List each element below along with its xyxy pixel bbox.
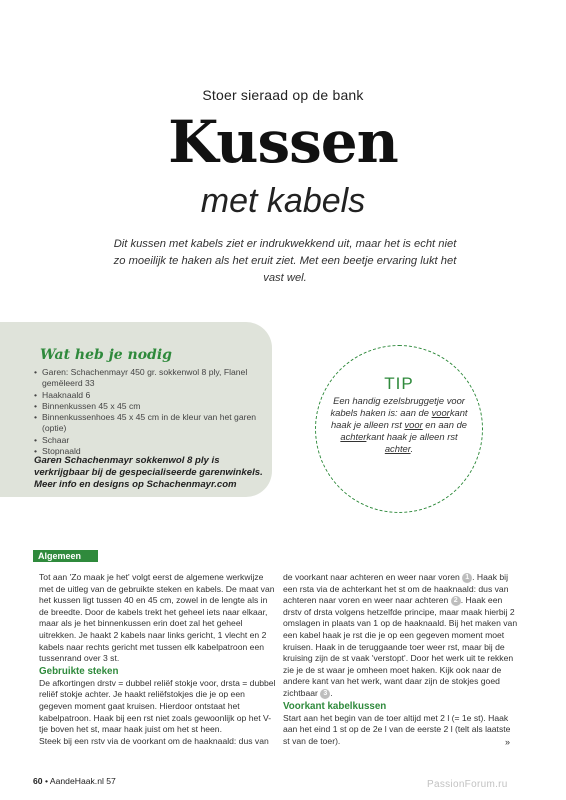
page-title: Kussen (168, 108, 398, 176)
page-footer: 60 • AandeHaak.nl 57 (33, 776, 116, 786)
materials-list (34, 367, 266, 457)
page-subtitle: met kabels (200, 182, 366, 220)
page-number: 60 (33, 776, 43, 786)
body-paragraph: Tot aan 'Zo maak je het' volgt eerst de algemene werkwijze met de uitleg van de gebruikte steken en kabels. De maat van het kussen ligt tussen 40 en 45 cm, zowel in de lengte als in de breedte. Door de kabels trekt het geheel iets naar elkaar, maar als je het binnenkussen erin doet zal het geheel uitrekken. Je haakt 2 kabels naar links gericht, 1 vlecht en 2 kabels naar rechts gericht met tussen elk kabelpatroon een tussenrand over 3 st. (39, 572, 275, 664)
body-paragraph: Steek bij een rstv via de voorkant om de haaknaald: dus van (39, 735, 269, 746)
step-badge: 1 (462, 573, 472, 583)
material-item: • Stopnaald (34, 446, 266, 457)
body-paragraph: De afkortingen drstv = dubbel reliëf stokje voor, drsta = dubbel reliëf stokje achter. Je haakt reliëfstokjes die je op een gegeven moment gaat kruisen. Hierdoor ontstaat het kabelpatroon. Haak bij een rst niet zoals gewoonlijk op het V-tje boven het st, maar haak juist om het st heen. (39, 677, 276, 735)
subheading-stitches: Gebruikte steken (39, 665, 119, 677)
step-badge: 2 (451, 596, 461, 606)
left-column (39, 572, 279, 747)
continue-arrow: » (505, 737, 511, 747)
body-paragraph: Start aan het begin van de toer altijd met 2 l (= 1e st). Haak aan het eind 1 st op de 2e l van de eerste 2 l (telt als laatste st van de toer). (283, 712, 511, 746)
intro-text: Dit kussen met kabels ziet er indrukwekkend uit, maar het is echt niet zo moeilijk te haken als het eruit ziet. Met een beetje ervaring lukt het vast wel. (113, 238, 457, 284)
kicker: Stoer sieraad op de bank (202, 87, 364, 103)
tip-heading: TIP (384, 374, 414, 393)
section-heading: Algemeen (33, 550, 98, 562)
subheading-front: Voorkant kabelkussen (283, 700, 387, 712)
magazine-name: AandeHaak.nl 57 (49, 776, 116, 786)
material-item: • Garen: Schachenmayr 450 gr. sokkenwol 8 ply, Flanel gemëleerd 33 (34, 367, 266, 390)
step-badge: 3 (320, 689, 330, 699)
material-item: • Binnenkussenhoes 45 x 45 cm in de kleur van het garen (optie) (34, 412, 266, 435)
materials-title: Wat heb je nodig (40, 347, 172, 363)
tip-text: Een handig ezelsbruggetje voor kabels haken is: aan de voorkant haak je alleen rst voor en aan de achterkant haak je alleen rst achter. (330, 395, 468, 454)
materials-note: Garen Schachenmayr sokkenwol 8 ply is verkrijgbaar bij de gespecialiseerde garenwinkels. Meer info en designs op Schachenmayr.com (34, 455, 263, 490)
material-item: • Binnenkussen 45 x 45 cm (34, 401, 266, 412)
right-column (283, 572, 519, 747)
body-paragraph: de voorkant naar achteren en weer naar voren 1 . Haak bij een rsta via de achterkant het st om de haaknaald: dus van achteren naar voren en weer naar achteren 2 . Haak een drstv of drsta volgens hetzelfde principe, maar maak hierbij 2 omslagen in plaats van 1 op de haaknaald. Bij het maken van een kabel haak je rst die je op een gegeven moment moet kruisen. Haak in de teruggaande toer weer rst, maar bij de kruising zijn de st vaak 'verstopt'. Door het werk uit te rekken zie je de st waar je omheen moet haken. Kijk ook naar de andere kant van het werk, want daar zijn de stokjes goed zichtbaar 3 . (283, 572, 518, 698)
material-item: • Schaar (34, 435, 266, 446)
watermark: PassionForum.ru (427, 779, 508, 790)
material-item: • Haaknaald 6 (34, 390, 266, 401)
